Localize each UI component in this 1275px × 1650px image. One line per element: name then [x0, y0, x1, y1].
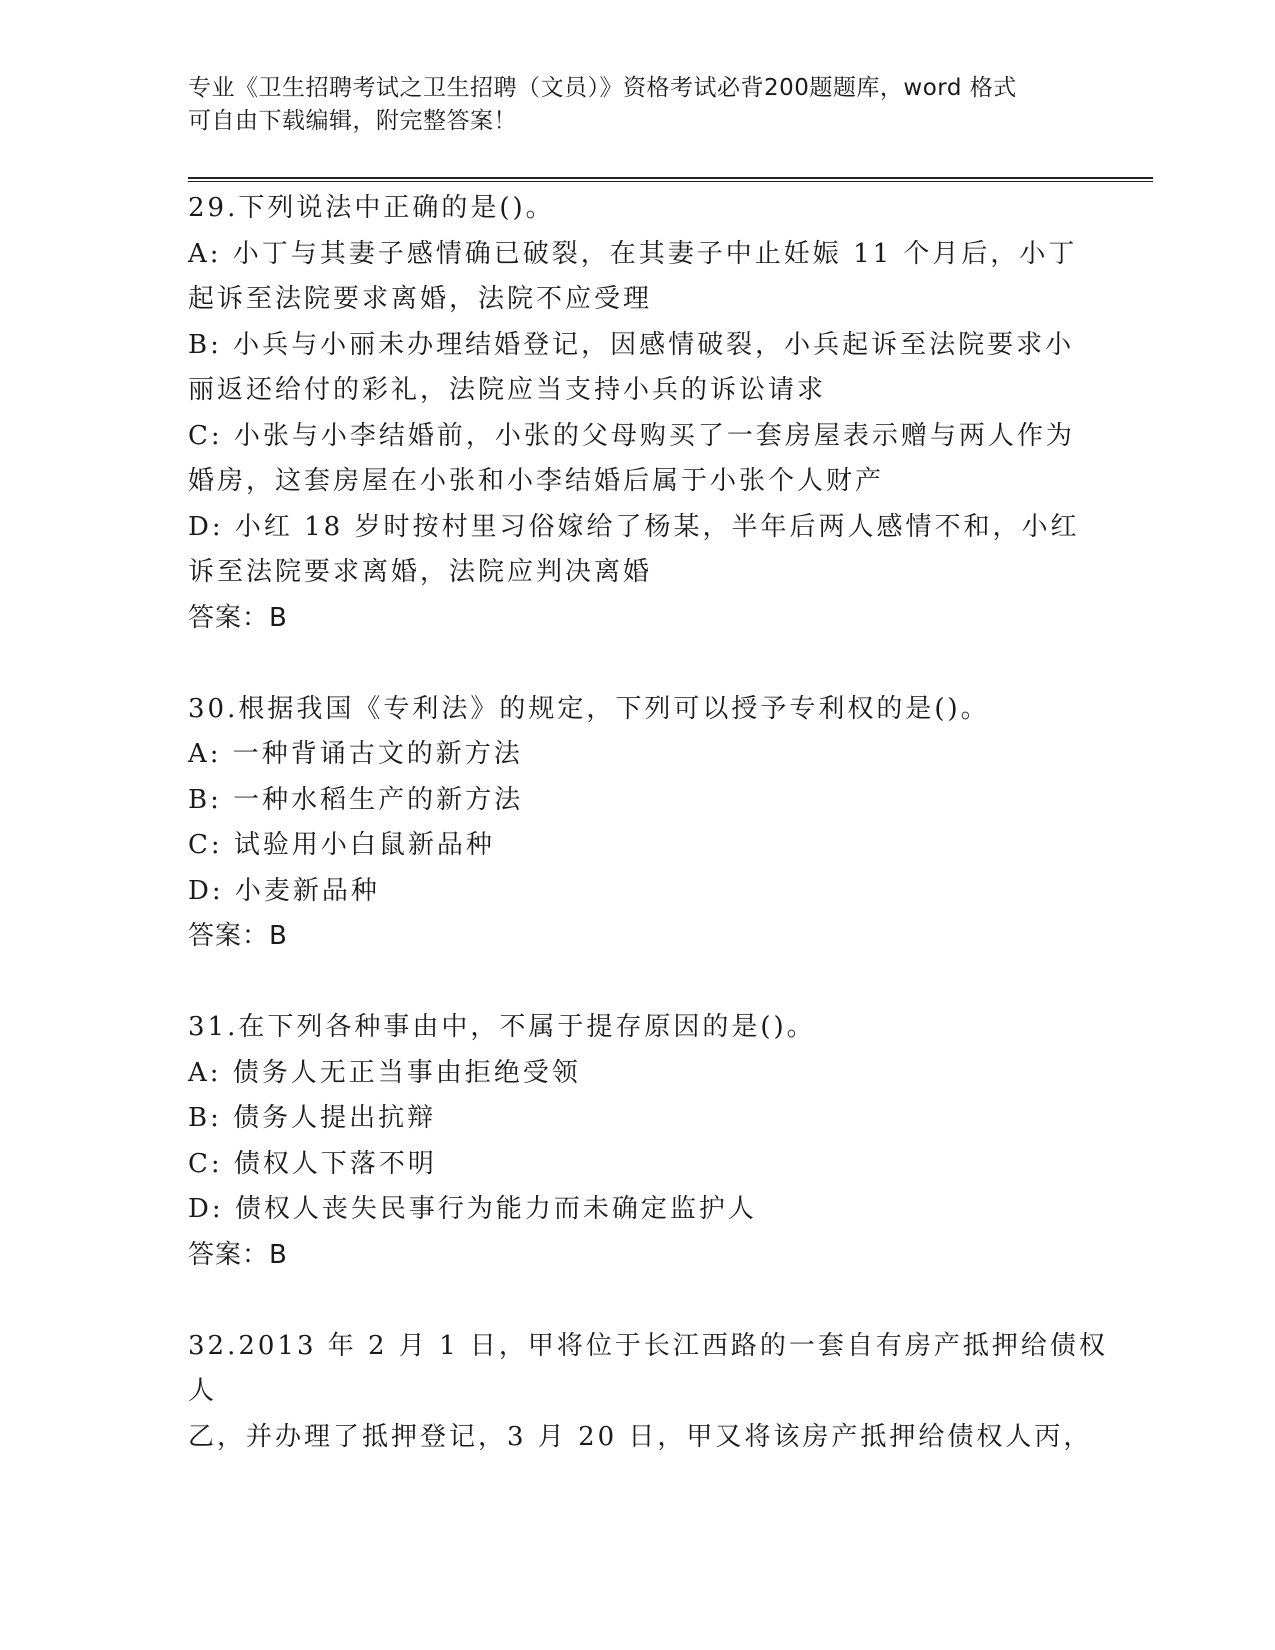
answer-option: C: 债权人下落不明 — [188, 1148, 437, 1179]
answer-option: 丽返还给付的彩礼，法院应当支持小兵的诉讼请求 — [188, 375, 827, 405]
answer-option: D: 小麦新品种 — [188, 875, 380, 906]
answer-option: 起诉至法院要求离婚，法院不应受理 — [188, 284, 653, 314]
header-divider — [188, 177, 1153, 182]
answer-option: D: 小红 18 岁时按村里习俗嫁给了杨某，半年后两人感情不和，小红 — [188, 511, 1080, 542]
answer-option: C: 试验用小白鼠新品种 — [188, 830, 495, 860]
question-stem: 32.2013 年 2 月 1 日，甲将位于长江西路的一套自有房产抵押给债权人 — [188, 1330, 1108, 1406]
answer-option: A: 一种背诵古文的新方法 — [188, 739, 523, 769]
answer-key: 答案：B — [188, 921, 288, 951]
question-block — [188, 186, 1118, 641]
answer-option: B: 小兵与小丽未办理结婚登记，因感情破裂，小兵起诉至法院要求小 — [188, 329, 1075, 360]
answer-option: 婚房，这套房屋在小张和小李结婚后属于小张个人财产 — [188, 466, 885, 496]
question-block — [188, 1324, 1118, 1461]
answer-option: B: 一种水稻生产的新方法 — [188, 784, 524, 815]
question-block — [188, 1005, 1118, 1278]
header-line-1: 专业《卫生招聘考试之卫生招聘（文员）》资格考试必背200题题库，word 格式 — [188, 75, 1017, 101]
answer-key: 答案：B — [188, 602, 288, 633]
header-line-2: 可自由下载编辑，附完整答案！ — [188, 108, 517, 134]
question-list — [188, 186, 1118, 1506]
answer-option: A: 债务人无正当事由拒绝受领 — [188, 1057, 581, 1088]
question-block — [188, 687, 1118, 960]
question-stem: 乙，并办理了抵押登记，3 月 20 日，甲又将该房产抵押给债权人丙， — [188, 1421, 1093, 1452]
question-stem: 29.下列说法中正确的是()。 — [188, 193, 555, 223]
answer-option: A: 小丁与其妻子感情确已破裂，在其妻子中止妊娠 11 个月后，小丁 — [188, 238, 1078, 269]
answer-option: B: 债务人提出抗辩 — [188, 1103, 437, 1133]
answer-key: 答案：B — [188, 1239, 288, 1270]
answer-option: C: 小张与小李结婚前，小张的父母购买了一套房屋表示赠与两人作为 — [188, 420, 1075, 451]
answer-option: D: 债权人丧失民事行为能力而未确定监护人 — [188, 1194, 757, 1224]
document-header — [188, 72, 1088, 138]
question-stem: 31.在下列各种事由中，不属于提存原因的是()。 — [188, 1012, 816, 1042]
question-stem: 30.根据我国《专利法》的规定，下列可以授予专利权的是()。 — [188, 693, 990, 724]
answer-option: 诉至法院要求离婚，法院应判决离婚 — [188, 557, 653, 587]
